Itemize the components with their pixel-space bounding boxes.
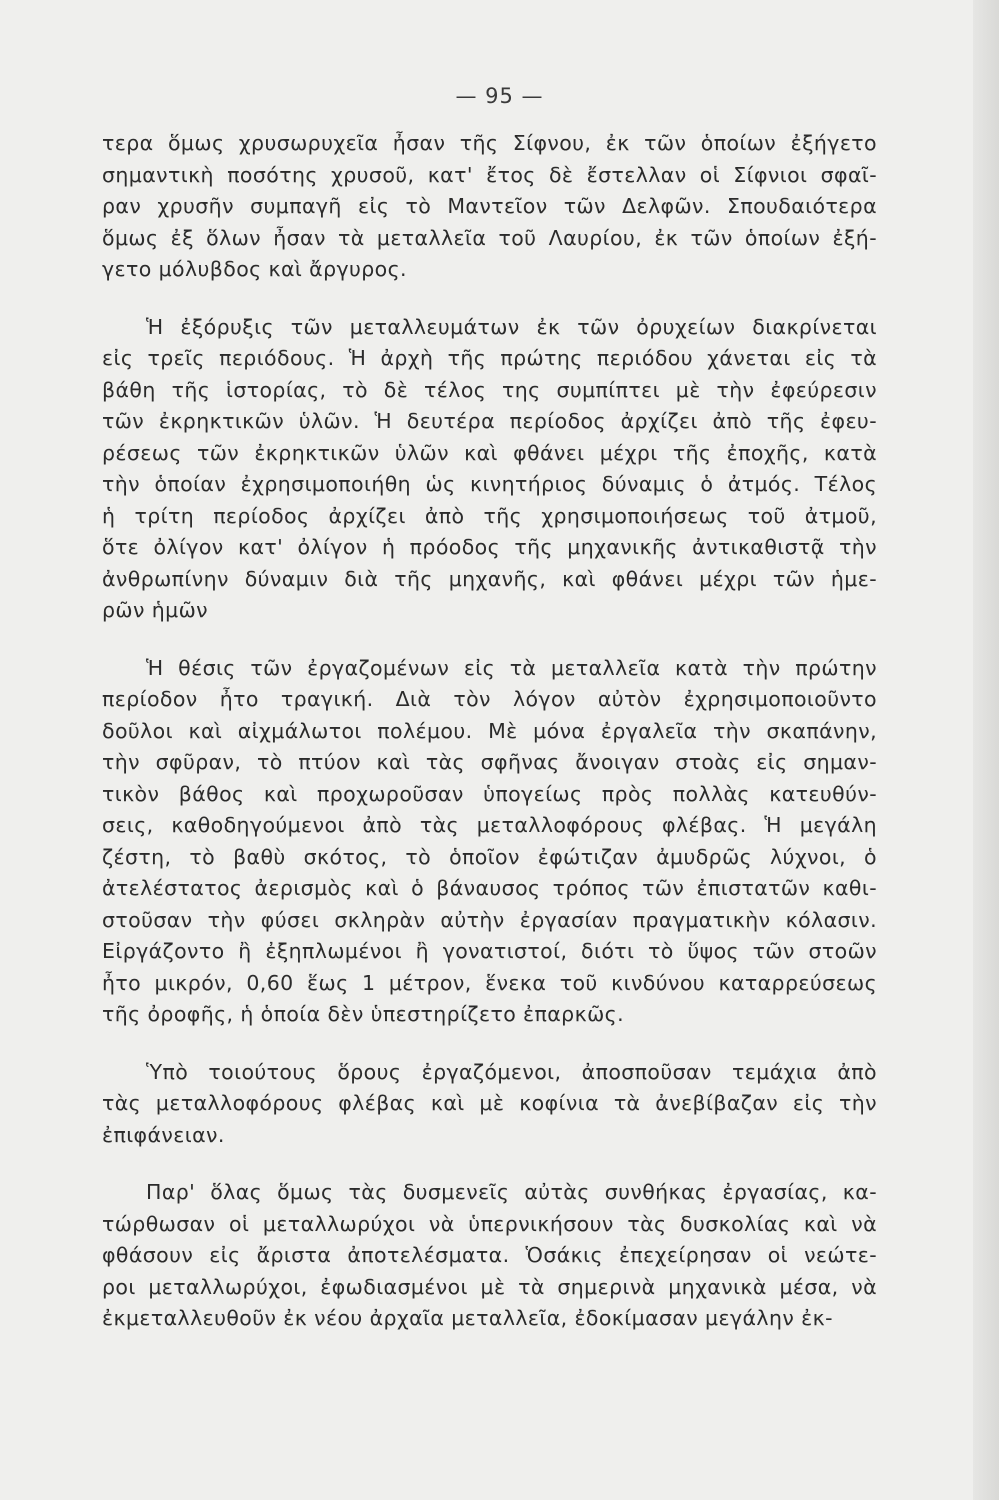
text-line: ὅμως ἐξ ὅλων ἦσαν τὰ μεταλλεῖα τοῦ Λαυρίου, ἐκ τῶν ὁποίων ἐξή- (102, 225, 877, 250)
text-line: Ἡ θέσις τῶν ἐργαζομένων εἰς τὰ μεταλλεῖα κατὰ τὴν πρώτην (146, 655, 877, 680)
text-line: δοῦλοι καὶ αἰχμάλωτοι πολέμου. Μὲ μόνα ἐργαλεῖα τὴν σκαπάνην, (102, 718, 877, 743)
paragraph (102, 128, 877, 286)
text-line: σημαντικὴ ποσότης χρυσοῦ, κατ' ἔτος δὲ ἔστελλαν οἱ Σίφνιοι σφαῖ- (102, 162, 877, 187)
text-line: περίοδον ἦτο τραγική. Διὰ τὸν λόγον αὐτὸν ἐχρησιμοποιοῦντο (102, 687, 877, 711)
body-text (102, 128, 877, 1361)
text-line: ρῶν ἡμῶν (102, 598, 209, 622)
text-line: ὅτε ὀλίγον κατ' ὀλίγον ἡ πρόοδος τῆς μηχανικῆς ἀντικαθιστᾷ τὴν (102, 535, 877, 559)
text-line: εἰς τρεῖς περιόδους. Ἡ ἀρχὴ τῆς πρώτης περιόδου χάνεται εἰς τὰ (102, 346, 877, 370)
text-line: ἀνθρωπίνην δύναμιν διὰ τῆς μηχανῆς, καὶ φθάνει μέχρι τῶν ἡμε- (102, 566, 877, 591)
paragraph (102, 1177, 877, 1335)
text-line: τώρθωσαν οἱ μεταλλωρύχοι νὰ ὑπερνικήσουν τὰς δυσκολίας καὶ νὰ (102, 1211, 877, 1236)
text-line: ροι μεταλλωρύχοι, ἐφωδιασμένοι μὲ τὰ σημερινὰ μηχανικὰ μέσα, νὰ (102, 1274, 877, 1299)
text-line: τερα ὅμως χρυσωρυχεῖα ἦσαν τῆς Σίφνου, ἐκ τῶν ὁποίων ἐξήγετο (102, 131, 877, 155)
page-edge-shadow (973, 0, 999, 1500)
text-line: ζέστη, τὸ βαθὺ σκότος, τὸ ὁποῖον ἐφώτιζαν ἀμυδρῶς λύχνοι, ὁ (102, 844, 877, 869)
text-line: φθάσουν εἰς ἄριστα ἀποτελέσματα. Ὁσάκις ἐπεχείρησαν οἱ νεώτε- (102, 1243, 877, 1267)
text-line: τὰς μεταλλοφόρους φλέβας καὶ μὲ κοφίνια τὰ ἀνεβίβαζαν εἰς τὴν (102, 1091, 877, 1115)
text-line: ἐκμεταλλευθοῦν ἐκ νέου ἀρχαῖα μεταλλεῖα, ἐδοκίμασαν μεγάλην ἐκ- (102, 1306, 833, 1330)
text-line: γετο μόλυβδος καὶ ἄργυρος. (102, 257, 407, 281)
text-line: ἀτελέστατος ἀερισμὸς καὶ ὁ βάναυσος τρόπος τῶν ἐπιστατῶν καθι- (102, 876, 877, 900)
text-line: ἦτο μικρόν, 0,60 ἕως 1 μέτρον, ἕνεκα τοῦ κινδύνου καταρρεύσεως (102, 970, 877, 995)
text-line: Εἰργάζοντο ἢ ἐξηπλωμένοι ἢ γονατιστοί, διότι τὸ ὕψος τῶν στοῶν (102, 939, 877, 963)
text-line: ρέσεως τῶν ἐκρηκτικῶν ὑλῶν καὶ φθάνει μέχρι τῆς ἐποχῆς, κατὰ (102, 440, 877, 465)
text-line: Παρ' ὅλας ὅμως τὰς δυσμενεῖς αὐτὰς συνθήκας ἐργασίας, κα- (146, 1180, 877, 1204)
text-line: ἐπιφάνειαν. (102, 1122, 225, 1147)
text-line: Ἡ ἐξόρυξις τῶν μεταλλευμάτων ἐκ τῶν ὀρυχείων διακρίνεται (146, 314, 877, 339)
paragraph (102, 312, 877, 627)
text-line: σεις, καθοδηγούμενοι ἀπὸ τὰς μεταλλοφόρους φλέβας. Ἡ μεγάλη (102, 813, 877, 837)
text-line: τὴν σφῦραν, τὸ πτύον καὶ τὰς σφῆνας ἄνοιγαν στοὰς εἰς σημαν- (102, 750, 877, 774)
page-number: — 95 — (455, 84, 544, 108)
text-line: βάθη τῆς ἱστορίας, τὸ δὲ τέλος της συμπίπτει μὲ τὴν ἐφεύρεσιν (102, 377, 877, 402)
text-line: στοῦσαν τὴν φύσει σκληρὰν αὐτὴν ἐργασίαν πραγματικὴν κόλασιν. (102, 907, 877, 932)
text-line: τὴν ὁποίαν ἐχρησιμοποιήθη ὡς κινητήριος δύναμις ὁ ἀτμός. Τέλος (102, 472, 877, 496)
text-line: ραν χρυσῆν συμπαγῆ εἰς τὸ Μαντεῖον τῶν Δελφῶν. Σπουδαιότερα (102, 194, 877, 218)
text-line: τῶν ἐκρηκτικῶν ὑλῶν. Ἡ δευτέρα περίοδος ἀρχίζει ἀπὸ τῆς ἐφευ- (102, 409, 877, 433)
paragraph (102, 1057, 877, 1152)
paragraph (102, 653, 877, 1031)
text-line: τικὸν βάθος καὶ προχωροῦσαν ὑπογείως πρὸς πολλὰς κατευθύν- (102, 781, 877, 806)
text-line: ἡ τρίτη περίοδος ἀρχίζει ἀπὸ τῆς χρησιμοποιήσεως τοῦ ἀτμοῦ, (102, 503, 877, 528)
text-line: τῆς ὀροφῆς, ἡ ὁποία δὲν ὑπεστηρίζετο ἐπαρκῶς. (102, 1002, 624, 1026)
text-line: Ὑπὸ τοιούτους ὅρους ἐργαζόμενοι, ἀποσποῦσαν τεμάχια ἀπὸ (146, 1059, 877, 1084)
